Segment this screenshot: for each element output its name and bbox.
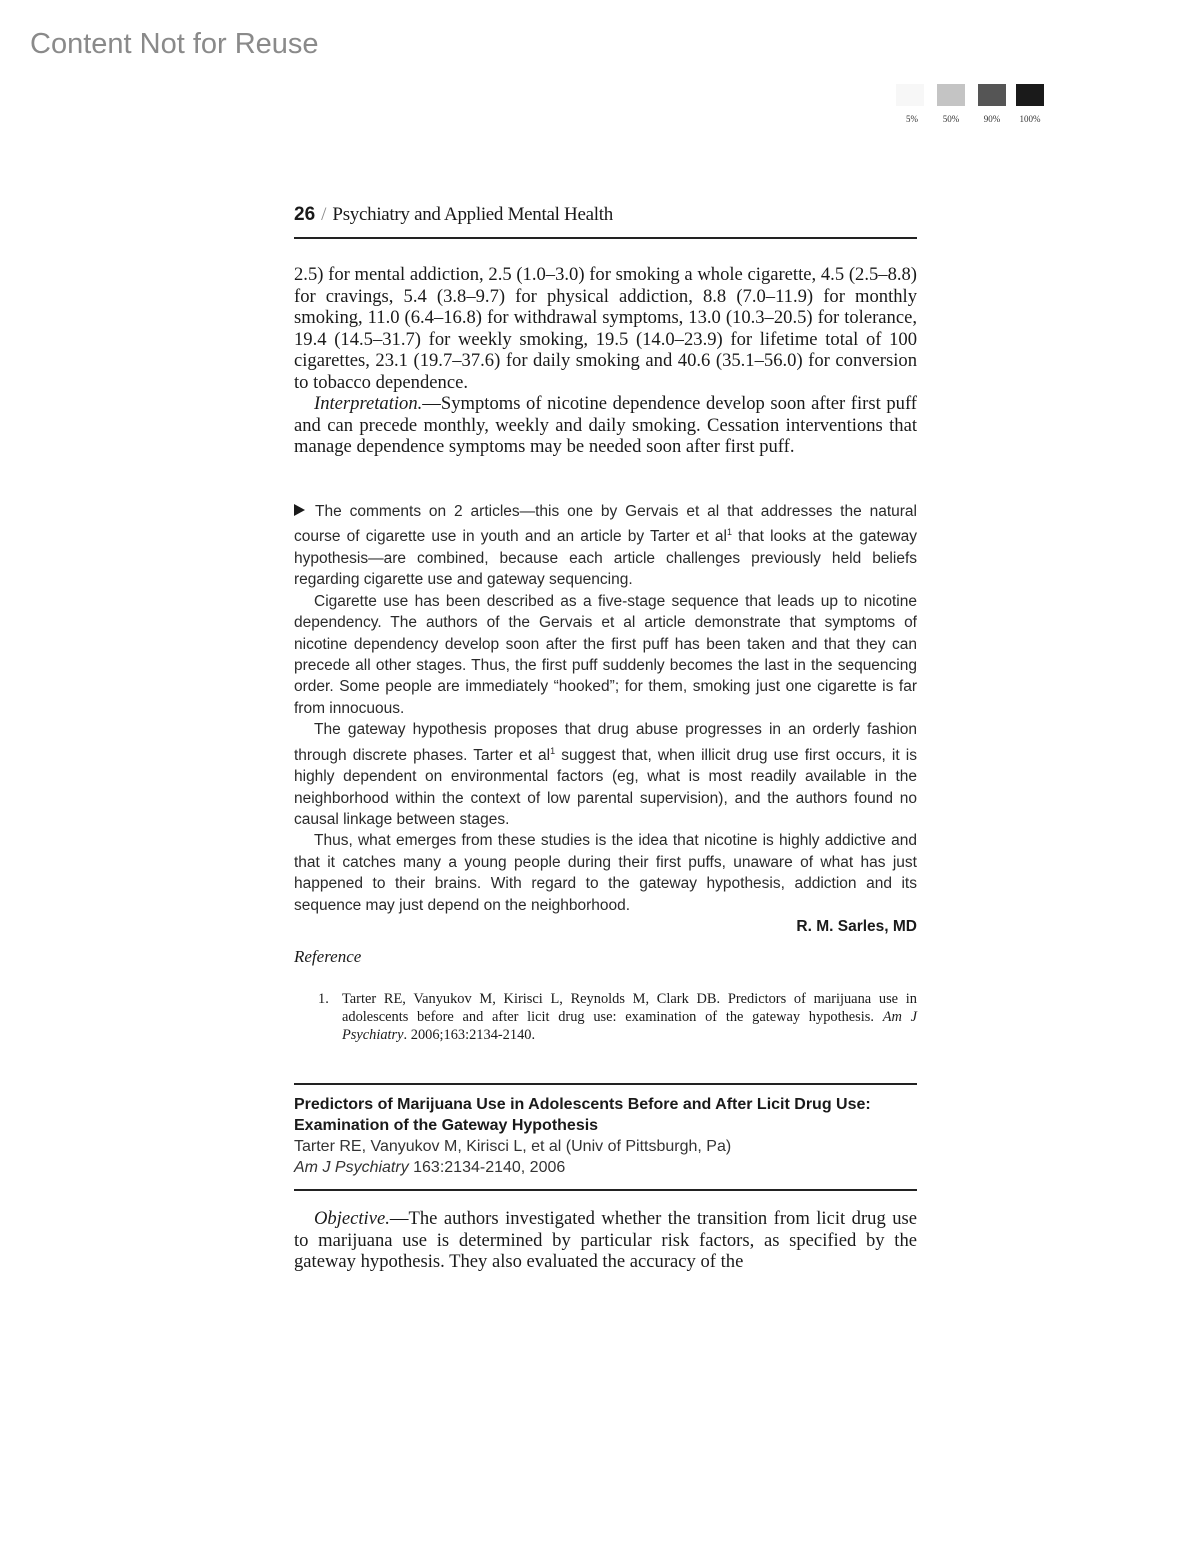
commentary-paragraph (294, 719, 917, 830)
citation-superscript: 1 (726, 527, 732, 538)
commentary-paragraph: Cigarette use has been described as a five-stage sequence that leads up to nicotine dependency. The authors of the Gervais et al article demonstrate that symptoms of nicotine dependency develop soon after the first puff has been taken and that they can precede all other stages. Thus, the first puff suddenly becomes the last in the sequencing order. Some people are immediately “hooked”; for them, smoking just one cigarette is far from innocuous. (294, 592, 917, 717)
reference-journal: Am J Psychiatry (342, 1008, 917, 1043)
objective-section (294, 1208, 917, 1273)
commentary-text: The comments on 2 articles—this one by Gervais et al that addresses the natural course of cigarette use in youth and an article by Tarter et al (294, 503, 917, 546)
interpretation-label: Interpretation. (314, 393, 423, 414)
swatch-100 (1016, 84, 1044, 106)
swatch-label: 90% (983, 114, 1001, 124)
commentary (294, 501, 917, 937)
results-text: 2.5) for mental addiction, 2.5 (1.0–3.0) for smoking a whole cigarette, 4.5 (2.5–8.8) for cravings, 5.4 (3.8–9.7) for physical addiction, 8.8 (7.0–11.9) for monthly smoking, 11.0 (6.4–16.8) for withdrawal symptoms, 13.0 (10.3–20.5) for tolerance, 19.4 (14.5–31.7) for weekly smoking, 19.5 (14.0–23.9) for lifetime total of 100 cigarettes, 23.1 (19.7–37.6) for daily smoking and 40.6 (35.1–56.0) for conversion to tobacco dependence. (294, 264, 917, 393)
color-calibration-swatches (896, 84, 1056, 129)
objective-text: —The authors investigated whether the transition from licit drug use to marijuana use is determined by particular risk factors, as specified by the gateway hypothesis. They also evaluated the accuracy of the (294, 1208, 917, 1272)
commentary-text: The gateway hypothesis proposes that drug abuse progresses in an orderly fashion through discrete phases. Tarter et al (294, 721, 917, 764)
swatch-label: 50% (942, 114, 960, 124)
triangle-bullet-icon (294, 504, 305, 516)
article-authors: Tarter RE, Vanyukov M, Kirisci L, et al (Univ of Pittsburgh, Pa) (294, 1138, 732, 1155)
journal-name: Psychiatry and Applied Mental Health (332, 204, 613, 225)
swatch-90 (978, 84, 1006, 106)
reference-number: 1. (318, 991, 329, 1007)
swatch-label: 100% (1019, 114, 1041, 124)
swatch-50 (937, 84, 965, 106)
abstract-results-continued (294, 264, 917, 458)
article-citation: 163:2134-2140, 2006 (408, 1159, 566, 1176)
citation-superscript: 1 (550, 745, 556, 756)
reference-section (294, 947, 917, 1043)
watermark: Content Not for Reuse (30, 28, 319, 60)
objective-paragraph (294, 1208, 917, 1273)
reference-heading: Reference (294, 947, 362, 966)
commentary-text: that looks at the gateway hypothesis—are combined, because each article challenges previously held beliefs regarding cigarette use and gateway sequencing. (294, 528, 917, 589)
article-header-box (294, 1083, 917, 1191)
article-title: Predictors of Marijuana Use in Adolescents Before and After Licit Drug Use: Examination of the Gateway Hypothesis (294, 1096, 871, 1134)
header-divider: / (321, 204, 327, 225)
reference-item (318, 991, 917, 1044)
running-header (294, 204, 917, 239)
reference-text: . 2006;163:2134-2140. (403, 1026, 536, 1043)
article-journal: Am J Psychiatry (294, 1159, 409, 1176)
commentary-paragraph: Thus, what emerges from these studies is the idea that nicotine is highly addictive and that it catches many a young people during their first puffs, unaware of what has just happened to their brains. With regard to the gateway hypothesis, addiction and its sequence may just depend on the neighborhood. (294, 832, 917, 914)
interpretation-paragraph (294, 393, 917, 458)
page-number: 26 (294, 204, 316, 225)
swatch-label: 5% (906, 114, 918, 124)
article-source (294, 1157, 917, 1178)
commentary-paragraph (294, 501, 917, 591)
reference-text: Tarter RE, Vanyukov M, Kirisci L, Reynolds M, Clark DB. Predictors of marijuana use in adolescents before and after licit drug use: examination of the gateway hypothesis. (342, 991, 917, 1025)
commentary-text: suggest that, when illicit drug use first occurs, it is highly dependent on environmental factors (eg, what is most readily available in the neighborhood within the context of low parental supervision), and the authors found no causal linkage between stages. (294, 746, 917, 828)
objective-label: Objective. (314, 1208, 390, 1229)
interpretation-text: —Symptoms of nicotine dependence develop soon after first puff and can precede monthly, weekly and daily smoking. Cessation interventions that manage dependence symptoms may be needed soon after first puff. (294, 393, 917, 457)
swatch-5 (896, 84, 924, 106)
commentary-signature: R. M. Sarles, MD (796, 918, 917, 936)
